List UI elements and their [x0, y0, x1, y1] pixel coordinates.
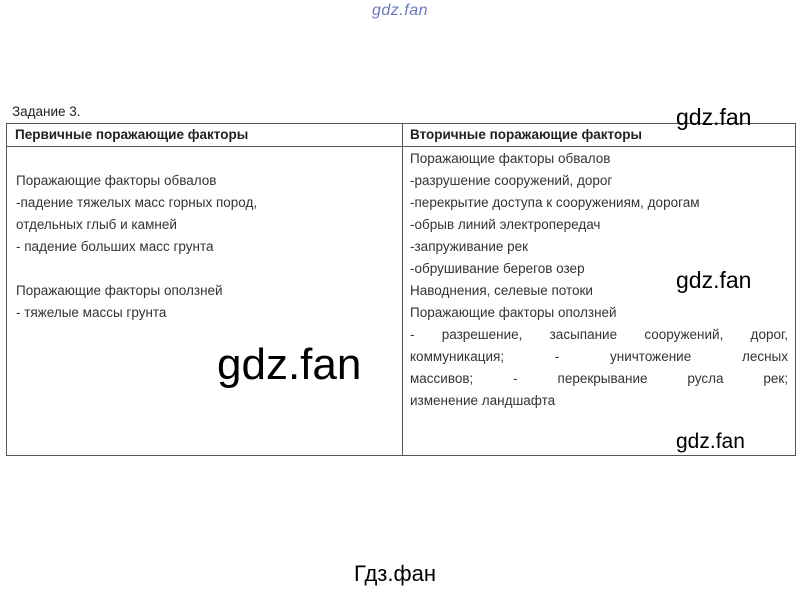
watermark: gdz.fan — [676, 104, 752, 130]
list-item: -обрыв линий электропередач — [410, 217, 601, 232]
primary-factors-cell — [16, 148, 396, 324]
list-item: изменение ландшафта — [410, 393, 556, 408]
watermark: gdz.fan — [676, 430, 745, 453]
column-divider — [402, 124, 403, 455]
list-item: Поражающие факторы оползней — [16, 283, 223, 298]
list-item: -разрушение сооружений, дорог — [410, 173, 613, 188]
watermark-large: gdz.fan — [217, 340, 362, 389]
list-item: массивов; - перекрывание русла рек; — [410, 371, 788, 386]
list-item: отдельных глыб и камней — [16, 217, 177, 232]
list-item: - падение больших масс грунта — [16, 239, 214, 254]
list-item: Наводнения, селевые потоки — [410, 283, 593, 298]
header-secondary-factors: Вторичные поражающие факторы — [410, 127, 642, 142]
list-item: - разрешение, засыпание сооружений, дорог, — [410, 327, 788, 342]
list-item: Поражающие факторы обвалов — [16, 173, 217, 188]
list-item: Поражающие факторы обвалов — [410, 151, 611, 166]
list-item: коммуникация; - уничтожение лесных — [410, 349, 788, 364]
list-item — [16, 148, 396, 170]
list-item: -перекрытие доступа к сооружениям, дорогам — [410, 195, 700, 210]
list-item: -падение тяжелых масс горных пород, — [16, 195, 258, 210]
list-item — [16, 258, 396, 280]
task-title: Задание 3. — [12, 104, 81, 119]
watermark: gdz.fan — [676, 267, 752, 293]
footer-watermark: Гдз.фан — [354, 561, 436, 586]
list-item: -запруживание рек — [410, 239, 529, 254]
list-item: - тяжелые массы грунта — [16, 305, 167, 320]
top-watermark: gdz.fan — [372, 2, 428, 19]
header-primary-factors: Первичные поражающие факторы — [15, 127, 249, 142]
list-item: -обрушивание берегов озер — [410, 261, 585, 276]
list-item: Поражающие факторы оползней — [410, 305, 617, 320]
